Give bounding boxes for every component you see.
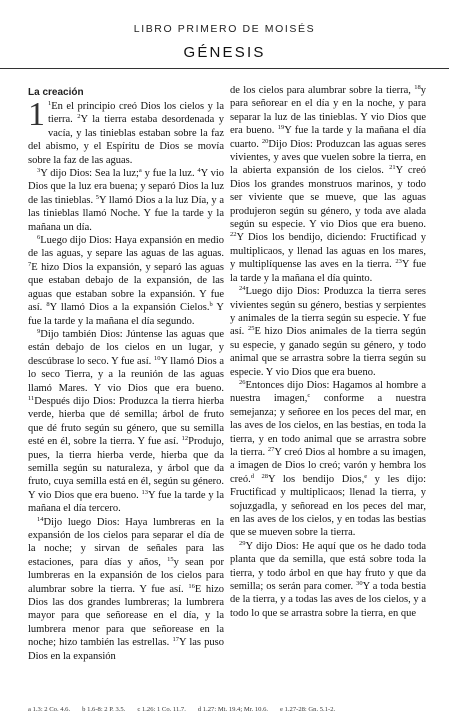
verse-text: Y los bendijo Dios, <box>268 473 365 485</box>
verse-text: y para señorear en el día y en la noche, y para separar la luz de las tinieblas. Y vio Dios que era bueno. <box>230 85 426 137</box>
footnote: c 1.26: 1 Co. 11.7. <box>137 706 186 713</box>
verse-text: Después dijo Dios: Produzca la tierra hierba verde, hierba que dé semilla; árbol de fruto que dé fruto según su género, que su semilla esté en él, sobre la tierra. Y fue así. <box>28 395 224 448</box>
verse-number: 8 <box>46 301 50 309</box>
verse-number: 25 <box>247 325 255 333</box>
verse-text: Luego dijo Dios: Produzca la tierra seres vivientes según su género, bestias y serpientes y animales de la tierra según su especie. Y fue así. <box>230 286 426 338</box>
verse-number: 3 <box>37 167 41 175</box>
verse-number: 24 <box>239 285 246 293</box>
verse-text: y fue la luz. <box>141 168 198 180</box>
verse-paragraph <box>28 96 224 167</box>
verse-number: 5 <box>95 193 100 201</box>
verse-paragraph <box>28 328 224 516</box>
footnote-marker: e <box>364 472 368 480</box>
verse-text <box>254 474 262 485</box>
section-heading: La creación <box>28 87 84 98</box>
verse-number: 26 <box>239 378 246 386</box>
verse-text: Y las puso Dios en la expansión <box>28 637 224 662</box>
verse-text: Y llamó Dios a lo seco Tierra, y a la reunión de las aguas llamó Mares. Y vio Dios que era bueno. <box>28 355 224 394</box>
verse-text: Y a toda bestia de la tierra, y a todas las aves de los cielos, y a todo lo que se arrastra sobre la tierra, en que <box>230 581 426 619</box>
verse-number: 16 <box>188 582 195 590</box>
verse-text: Dijo luego Dios: Haya lumbreras en la expansión de los cielos para separar el día de la noche; y sirvan de señales para las estaciones, para días y años, <box>28 516 224 568</box>
verse-paragraph <box>28 516 224 663</box>
footnote: a 1.3: 2 Co. 4.6. <box>28 706 71 713</box>
verse-text: Y creó Dios los grandes monstruos marinos, y todo ser viviente que se mueve, que las aguas produjeron según su género, y toda ave alada según su especie. Y vio Dios que era bueno. <box>230 165 426 231</box>
verse-text: Entonces dijo Dios: Hagamos al hombre a nuestra imagen, <box>230 379 426 405</box>
verse-text: Y Dios los bendijo, diciendo: Fructificad y multiplicaos, y llenad las aguas en los mares, y multiplíquense las aves en la tierra. <box>230 232 426 271</box>
verse-number: 10 <box>153 354 161 362</box>
verse-number: 18 <box>414 84 421 91</box>
verse-text: de los cielos para alumbrar sobre la tierra, <box>230 85 415 96</box>
verse-text: E hizo Dios animales de la tierra según su especie, y ganado según su género, y todo animal que se arrastra sobre la tierra según su especie. Y vio Dios que era bueno. <box>230 326 426 378</box>
verse-text: E hizo Dios las dos grandes lumbreras; la lumbrera mayor para que señorease en el día, y la lumbrera menor para que señorease en la noche; hizo también las estrellas. <box>28 583 224 649</box>
verse-text: Y fue la tarde y la mañana el día segundo. <box>28 302 224 327</box>
verse-paragraph <box>28 167 224 234</box>
verse-number: 21 <box>389 164 396 172</box>
verse-text: y les dijo: Fructificad y multiplicaos; llenad la tierra, y sojuzgadla, y señoread en los peces del mar, en las aves de los cielos, y en todas las bestias que se mueven sobre la tierra. <box>230 473 427 539</box>
verse-paragraph <box>230 540 426 620</box>
right-column-body <box>230 84 426 620</box>
chapter-number: 1 <box>28 96 45 133</box>
verse-number: 15 <box>167 555 174 563</box>
footnote-marker: b <box>209 301 213 309</box>
verse-number: 23 <box>395 258 402 266</box>
verse-number: 6 <box>37 234 41 242</box>
verse-number: 14 <box>37 515 44 523</box>
verse-paragraph <box>230 379 426 540</box>
verse-number: 13 <box>141 488 148 496</box>
verse-paragraph <box>28 234 224 328</box>
verse-paragraph <box>230 84 426 285</box>
footnote-marker: a <box>138 167 142 175</box>
verse-number: 20 <box>261 137 269 145</box>
verse-text: Dijo también Dios: Júntense las aguas que están debajo de los cielos en un lugar, y descúbrase lo seco. Y fue así. <box>28 328 224 367</box>
verse-number: 27 <box>267 445 275 453</box>
verse-number: 2 <box>77 113 81 121</box>
verse-text: Luego dijo Dios: Haya expansión en medio de las aguas, y separe las aguas de las aguas. <box>28 235 224 260</box>
verse-number: 12 <box>181 435 189 443</box>
footnote: e 1.27-28: Gn. 5.1-2. <box>280 706 336 713</box>
right-column <box>230 84 426 620</box>
left-column-body <box>28 96 225 663</box>
verse-text: Y dijo Dios: Sea la luz; <box>40 168 139 180</box>
verse-text: Y creó Dios al hombre a su imagen, a imagen de Dios lo creó; varón y hembra los creó. <box>230 446 427 485</box>
verse-number: 28 <box>261 472 269 480</box>
verse-number: 19 <box>277 124 285 132</box>
verse-number: 29 <box>239 539 246 547</box>
footnote-marker: c <box>307 392 311 400</box>
verse-number: 1 <box>48 100 52 107</box>
verse-text: Y la tierra estaba desordenada y vacía, y las tinieblas estaban sobre la faz del abismo, y el Espíritu de Dios se movía sobre la faz de las aguas. <box>28 114 224 166</box>
verse-number: 9 <box>37 327 41 335</box>
verse-text: Y llamó Dios a la expansión Cielos. <box>49 302 210 314</box>
verse-number: 22 <box>230 231 237 239</box>
verse-text: Y fue la tarde y la mañana el día tercero. <box>28 489 224 515</box>
verse-text: Produjo, pues, la tierra hierba verde, hierba que da semilla según su naturaleza, y árbol que da fruto, cuya semilla está en él, según su género. Y vio Dios que era bueno. <box>28 436 224 501</box>
verse-number: 17 <box>172 636 179 644</box>
verse-text: conforme a nuestra semejanza; y señoree en los peces del mar, en las aves de los cielos, en las bestias, en toda la tierra, y en todo animal que se arrastra sobre la tierra. <box>230 393 426 458</box>
verse-text: y sean por lumbreras en la expansión de los cielos para alumbrar sobre la tierra. Y fue así. <box>28 556 224 595</box>
verse-text: Y fue la tarde y la mañana el día quinto. <box>230 259 426 284</box>
book-title: GÉNESIS <box>183 44 266 61</box>
verse-number: 30 <box>356 580 363 588</box>
verse-text: Y llamó Dios a la luz Día, y a las tinieblas llamó Noche. Y fue la tarde y la mañana un día. <box>28 194 225 233</box>
footnote: b 1.6-8: 2 P. 3.5. <box>82 706 126 713</box>
verse-text: E hizo Dios la expansión, y separó las aguas que estaban debajo de la expansión, de las aguas que estaban sobre la expansión. Y fue así. <box>28 261 224 314</box>
header-rule <box>0 68 449 69</box>
footnotes <box>28 706 428 713</box>
verse-text: Dijo Dios: Produzcan las aguas seres vivientes, y aves que vuelen sobre la tierra, en la abierta expansión de los cielos. <box>230 138 426 177</box>
verse-text: Y vio Dios que la luz era buena; y separó Dios la luz de las tinieblas. <box>28 168 225 206</box>
book-label: LIBRO PRIMERO DE MOISÉS <box>133 23 316 35</box>
footnote: d 1.27: Mt. 19.4; Mr. 10.6. <box>197 706 269 713</box>
verse-number: 7 <box>28 260 32 268</box>
verse-text: Y dijo Dios: He aquí que os he dado toda planta que da semilla, que está sobre toda la tierra, y todo árbol en que hay fruto y que da semilla; os serán para comer. <box>230 540 426 593</box>
verse-text: Y fue la tarde y la mañana el día cuarto. <box>230 125 426 150</box>
verse-number: 11 <box>28 394 35 402</box>
verse-number: 4 <box>197 167 201 175</box>
footnote-marker: d <box>250 472 254 480</box>
verse-text: En el principio creó Dios los cielos y la tierra. <box>48 101 224 126</box>
left-column <box>28 87 224 663</box>
verse-paragraph <box>230 285 426 379</box>
